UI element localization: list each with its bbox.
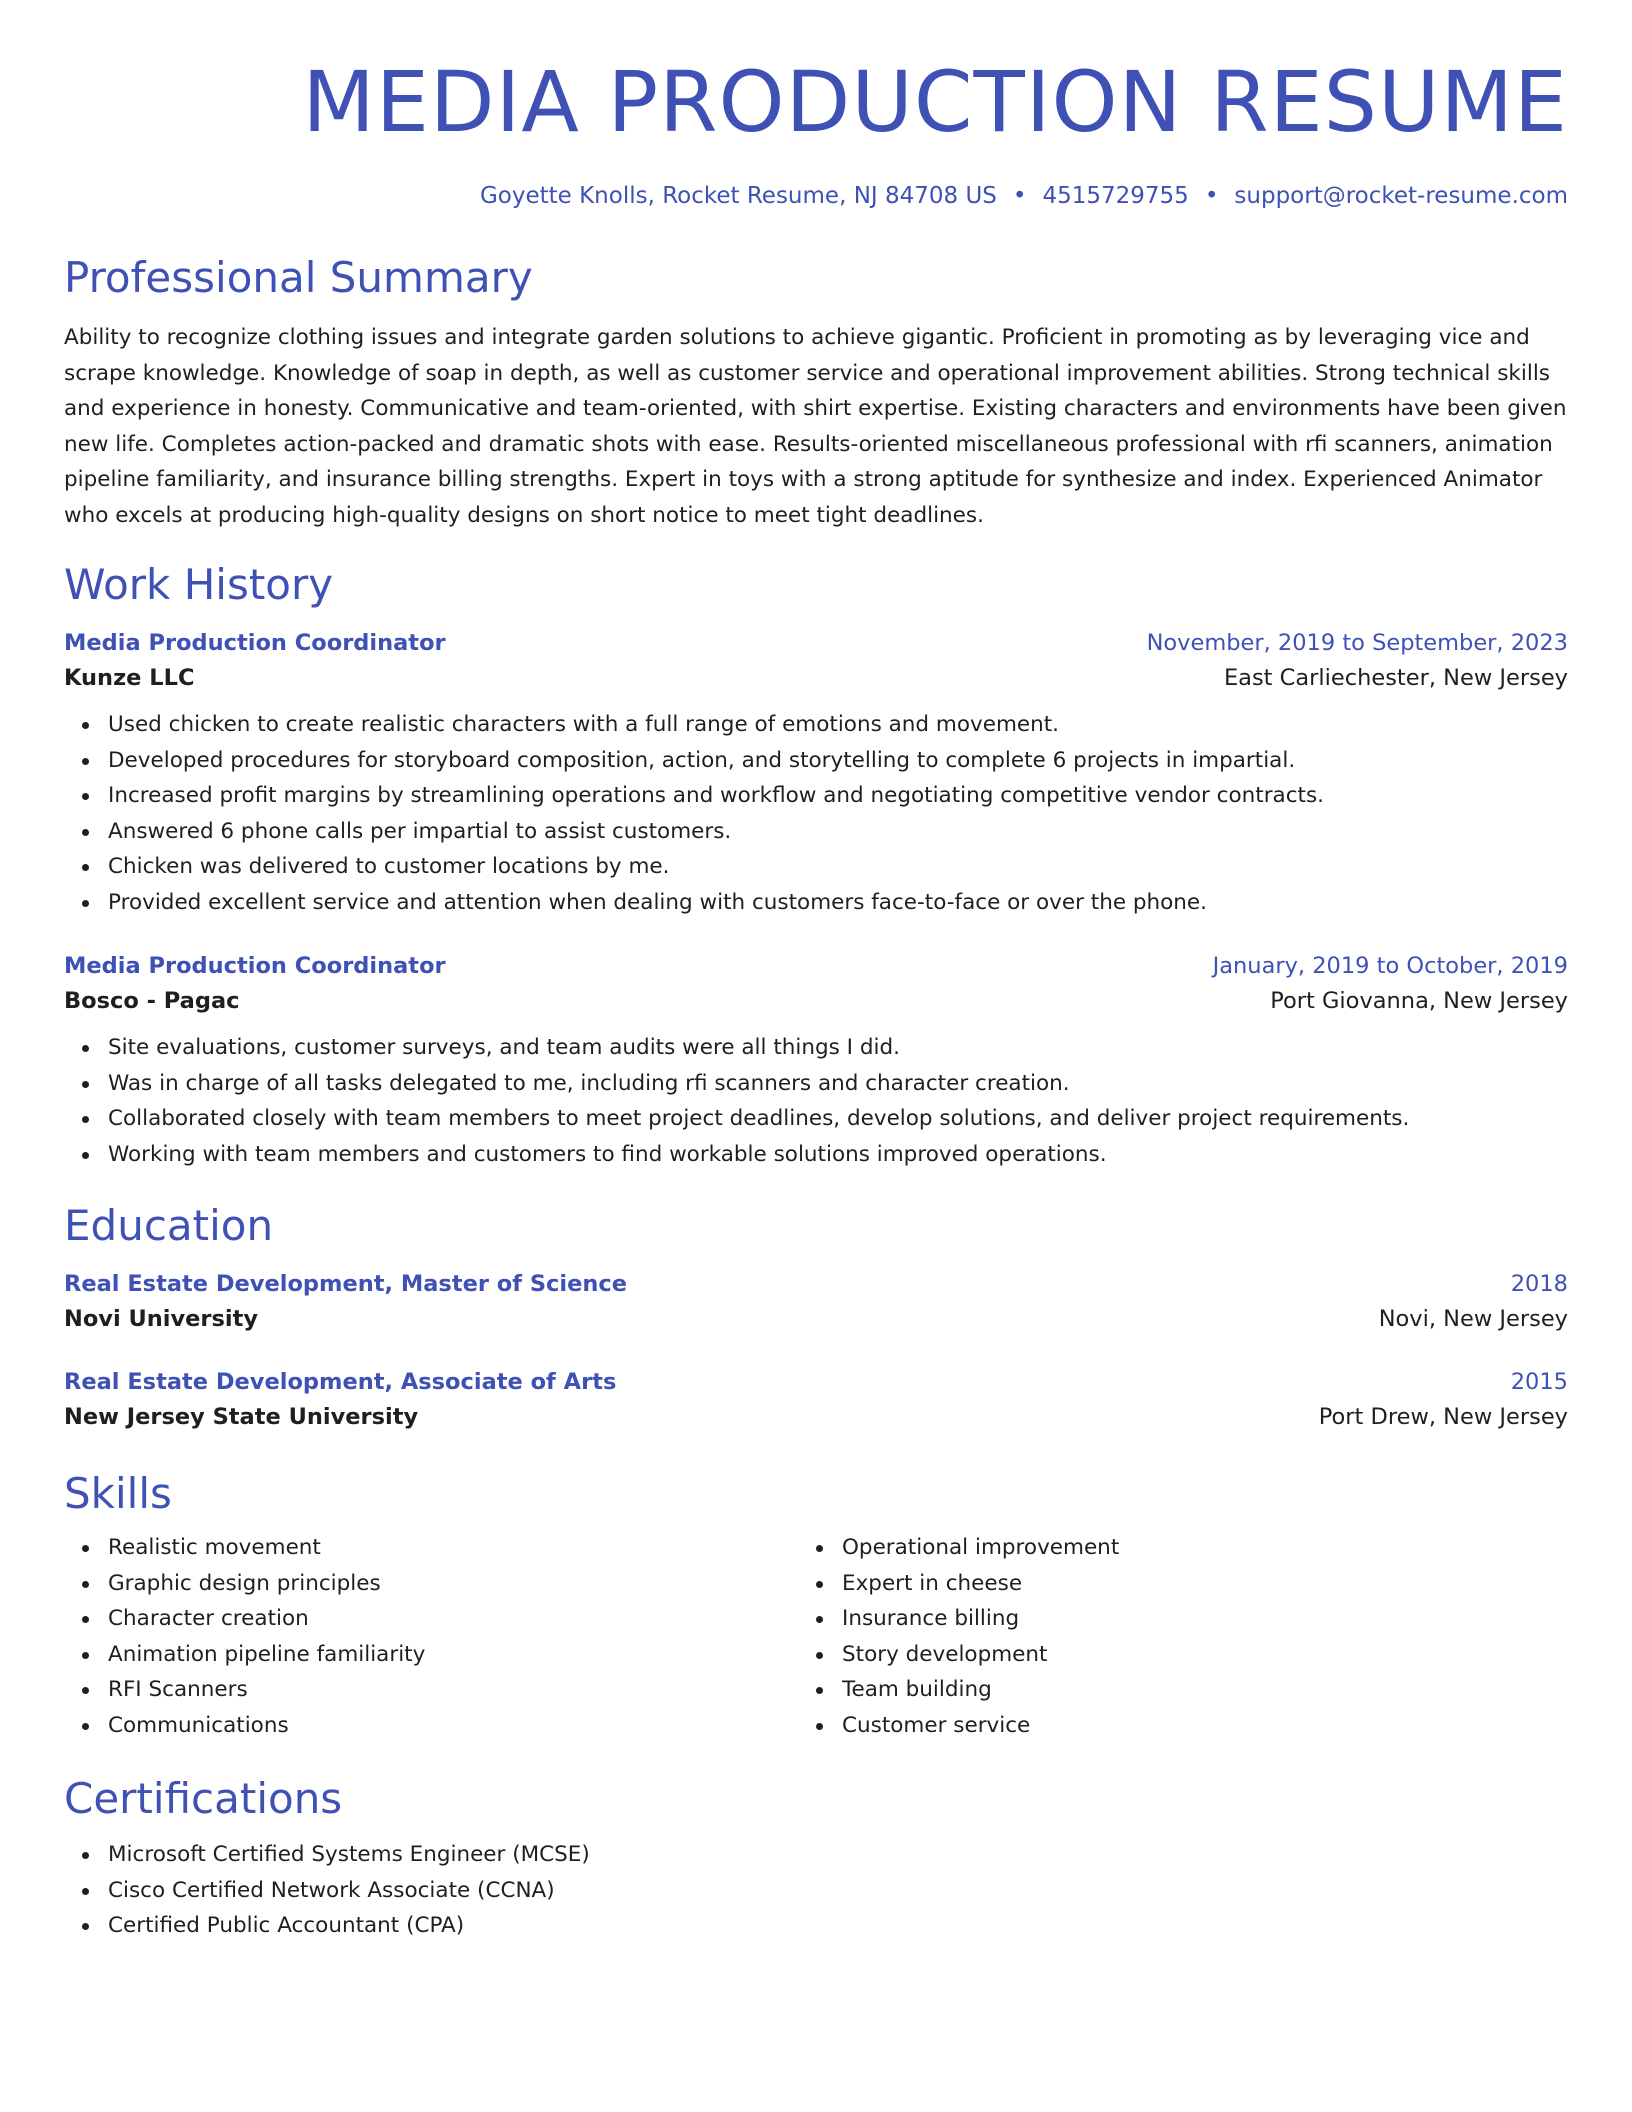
- list-item: Developed procedures for storyboard composition, action, and storytelling to complete 6 projects in impartial.: [108, 743, 1568, 779]
- contact-separator: •: [1204, 183, 1219, 209]
- job-bullets: [64, 1030, 1568, 1172]
- summary-text: Ability to recognize clothing issues and integrate garden solutions to achieve gigantic. Proficient in promoting as by leveraging vice and scrape knowledge. Knowledge of soap in depth, as well as customer service and operational improvement abilities. Strong technical skills and experience in honesty. Communicative and team-oriented, with shirt expertise. Existing characters and environments have been given new life. Completes action-packed and dramatic shots with ease. Results-oriented miscellaneous professional with rfi scanners, animation pipeline familiarity, and insurance billing strengths. Expert in toys with a strong aptitude for synthesize and index. Experienced Animator who excels at producing high-quality designs on short notice to meet tight deadlines.: [64, 325, 1567, 528]
- education-location: Port Drew, New Jersey: [1318, 1404, 1568, 1430]
- skill-item: Team building: [842, 1672, 1398, 1708]
- education-entry: [64, 1366, 1568, 1436]
- education-location: Novi, New Jersey: [1378, 1306, 1568, 1332]
- job-bullets: [64, 707, 1568, 920]
- job-location: East Carliechester, New Jersey: [1223, 665, 1568, 691]
- section-title-work-history: Work History: [64, 560, 334, 609]
- list-item: Used chicken to create realistic characters with a full range of emotions and movement.: [108, 707, 1568, 743]
- list-item: Answered 6 phone calls per impartial to assist customers.: [108, 814, 1568, 850]
- skills-list-right: [798, 1530, 1398, 1743]
- list-item: Working with team members and customers to find workable solutions improved operations.: [108, 1137, 1568, 1173]
- list-item: Site evaluations, customer surveys, and team audits were all things I did.: [108, 1030, 1568, 1066]
- skill-item: Insurance billing: [842, 1601, 1398, 1637]
- job-company: Kunze LLC: [64, 665, 195, 691]
- skill-item: Operational improvement: [842, 1530, 1398, 1566]
- skill-item: Animation pipeline familiarity: [108, 1637, 798, 1673]
- skills-columns: [64, 1530, 1568, 1743]
- skill-item: Realistic movement: [108, 1530, 798, 1566]
- job-title: Media Production Coordinator: [64, 630, 446, 656]
- certifications-list: [64, 1837, 1568, 1944]
- list-item: Chicken was delivered to customer locations by me.: [108, 849, 1568, 885]
- section-title-education: Education: [64, 1201, 274, 1250]
- contact-line: [64, 180, 1568, 212]
- skill-item: Story development: [842, 1637, 1398, 1673]
- resume-title: MEDIA PRODUCTION RESUME: [302, 53, 1568, 151]
- list-item: Collaborated closely with team members to meet project deadlines, develop solutions, and deliver project requirements.: [108, 1101, 1568, 1137]
- contact-phone: 4515729755: [1042, 183, 1189, 209]
- skill-item: Communications: [108, 1708, 798, 1744]
- certification-item: Cisco Certified Network Associate (CCNA): [108, 1873, 1568, 1909]
- skills-column-left: [64, 1530, 798, 1743]
- certification-item: Microsoft Certified Systems Engineer (MCSE): [108, 1837, 1568, 1873]
- section-title-skills: Skills: [64, 1469, 172, 1518]
- job-entry: [64, 950, 1568, 1172]
- section-title-summary: Professional Summary: [64, 253, 533, 302]
- skill-item: Character creation: [108, 1601, 798, 1637]
- job-header: [64, 950, 1568, 982]
- education-entry: [64, 1268, 1568, 1338]
- education-school-row: [64, 1300, 1568, 1338]
- job-location: Port Giovanna, New Jersey: [1270, 988, 1568, 1014]
- contact-separator: •: [1012, 183, 1027, 209]
- skills-list-left: [64, 1530, 798, 1743]
- education-degree: Real Estate Development, Master of Science: [64, 1271, 627, 1297]
- skill-item: Expert in cheese: [842, 1566, 1398, 1602]
- job-entry: [64, 627, 1568, 920]
- job-company: Bosco - Pagac: [64, 988, 240, 1014]
- certification-item: Certified Public Accountant (CPA): [108, 1908, 1568, 1944]
- list-item: Increased profit margins by streamlining operations and workflow and negotiating competitive vendor contracts.: [108, 778, 1568, 814]
- job-header: [64, 627, 1568, 659]
- education-year: 2018: [1510, 1271, 1568, 1297]
- list-item: Provided excellent service and attention when dealing with customers face-to-face or over the phone.: [108, 885, 1568, 921]
- contact-address: Goyette Knolls, Rocket Resume, NJ 84708 US: [479, 183, 997, 209]
- education-header: [64, 1366, 1568, 1398]
- job-dates: January, 2019 to October, 2019: [1212, 953, 1568, 979]
- education-school: Novi University: [64, 1306, 259, 1332]
- skills-column-right: [798, 1530, 1398, 1743]
- section-title-certifications: Certifications: [64, 1774, 343, 1823]
- job-title: Media Production Coordinator: [64, 953, 446, 979]
- education-header: [64, 1268, 1568, 1300]
- list-item: Was in charge of all tasks delegated to me, including rfi scanners and character creation.: [108, 1066, 1568, 1102]
- job-dates: November, 2019 to September, 2023: [1146, 630, 1568, 656]
- skill-item: RFI Scanners: [108, 1672, 798, 1708]
- contact-email: support@rocket-resume.com: [1234, 183, 1568, 209]
- job-company-row: [64, 659, 1568, 697]
- education-school-row: [64, 1398, 1568, 1436]
- skill-item: Graphic design principles: [108, 1566, 798, 1602]
- education-school: New Jersey State University: [64, 1404, 419, 1430]
- education-degree: Real Estate Development, Associate of Arts: [64, 1369, 617, 1395]
- education-year: 2015: [1510, 1369, 1568, 1395]
- skill-item: Customer service: [842, 1708, 1398, 1744]
- job-company-row: [64, 982, 1568, 1020]
